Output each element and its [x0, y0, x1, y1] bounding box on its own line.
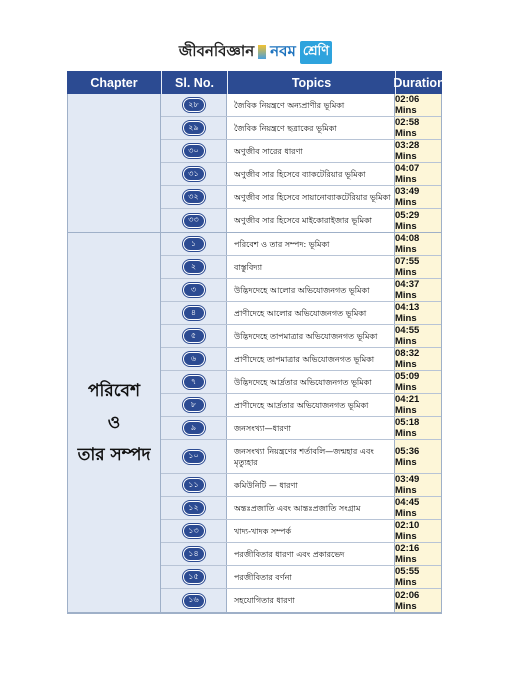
table-row [161, 256, 441, 279]
chapter-name-line: পরিবেশ [87, 380, 141, 401]
sl-number-badge: ১৬ [183, 594, 205, 608]
chapter-group [68, 94, 441, 233]
topic-cell: জনসংখ্যা—ধারণা [227, 417, 395, 439]
table-row [161, 233, 441, 256]
duration-cell: 04:21 Mins [395, 394, 441, 416]
sl-number-badge: ২৮ [183, 98, 205, 112]
sl-number-badge: ৫ [183, 329, 205, 343]
header-topics: Topics [228, 71, 396, 94]
duration-cell: 03:28 Mins [395, 140, 441, 162]
duration-cell: 04:37 Mins [395, 279, 441, 301]
sl-cell [161, 94, 227, 116]
book-header [0, 38, 511, 66]
table-row [161, 94, 441, 117]
table-row [161, 325, 441, 348]
header-separator [258, 45, 266, 59]
table-row [161, 474, 441, 497]
table-header [67, 71, 445, 94]
table-row [161, 589, 441, 612]
topic-cell: অণুজীব সার হিসেবে মাইকোরাইজার ভূমিকা [227, 209, 395, 232]
table-row [161, 279, 441, 302]
table-row [161, 348, 441, 371]
duration-cell: 05:18 Mins [395, 417, 441, 439]
sl-cell [161, 417, 227, 439]
sl-number-badge: ৩ [183, 283, 205, 297]
sl-number-badge: ৮ [183, 398, 205, 412]
sl-number-badge: ২৯ [183, 121, 205, 135]
table-row [161, 117, 441, 140]
table-row [161, 394, 441, 417]
sl-cell [161, 440, 227, 473]
chapter-name-line: তার সম্পদ [77, 444, 151, 465]
class-badge: শ্রেণি [300, 41, 332, 64]
sl-number-badge: ১১ [183, 478, 205, 492]
sl-number-badge: ১০ [183, 450, 205, 464]
sl-cell [161, 348, 227, 370]
sl-cell [161, 279, 227, 301]
topic-cell: খাদ্য-খাদক সম্পর্ক [227, 520, 395, 542]
table-body [67, 94, 442, 614]
duration-cell: 02:16 Mins [395, 543, 441, 565]
sl-number-badge: ১৪ [183, 547, 205, 561]
table-row [161, 543, 441, 566]
table-row [161, 440, 441, 474]
sl-number-badge: ১৫ [183, 570, 205, 584]
duration-cell: 04:55 Mins [395, 325, 441, 347]
sl-cell [161, 543, 227, 565]
sl-cell [161, 325, 227, 347]
duration-cell: 02:10 Mins [395, 520, 441, 542]
duration-cell: 04:07 Mins [395, 163, 441, 185]
chapter-cell [68, 94, 161, 232]
sl-number-badge: ৭ [183, 375, 205, 389]
sl-number-badge: ২ [183, 260, 205, 274]
table-row [161, 566, 441, 589]
duration-cell: 07:55 Mins [395, 256, 441, 278]
sl-cell [161, 209, 227, 232]
table-row [161, 371, 441, 394]
table-row [161, 417, 441, 440]
duration-cell: 04:45 Mins [395, 497, 441, 519]
topic-cell: প্রাণীদেহে তাপমাত্রার অভিযোজনগত ভূমিকা [227, 348, 395, 370]
sl-number-badge: ৩১ [183, 167, 205, 181]
topic-cell: অন্তঃপ্রজাতি এবং আন্তঃপ্রজাতি সংগ্রাম [227, 497, 395, 519]
sl-number-badge: ৯ [183, 421, 205, 435]
header-sl-no: Sl. No. [162, 71, 228, 94]
sl-cell [161, 371, 227, 393]
topic-cell: উদ্ভিদদেহে তাপমাত্রার অভিযোজনগত ভূমিকা [227, 325, 395, 347]
sl-number-badge: ১২ [183, 501, 205, 515]
topic-cell: পরিবেশ ও তার সম্পদ: ভূমিকা [227, 233, 395, 255]
duration-cell: 03:49 Mins [395, 186, 441, 208]
duration-cell: 03:49 Mins [395, 474, 441, 496]
sl-cell [161, 394, 227, 416]
subject-title: জীবনবিজ্ঞান [178, 41, 255, 60]
sl-number-badge: ৩০ [183, 144, 205, 158]
sl-cell [161, 474, 227, 496]
duration-cell: 05:09 Mins [395, 371, 441, 393]
sl-cell [161, 566, 227, 588]
duration-cell: 04:13 Mins [395, 302, 441, 324]
chapter-cell [68, 233, 161, 612]
sl-cell [161, 163, 227, 185]
sl-number-badge: ৪ [183, 306, 205, 320]
table-row [161, 497, 441, 520]
sl-cell [161, 589, 227, 612]
sl-number-badge: ৩২ [183, 190, 205, 204]
table-row [161, 163, 441, 186]
topic-cell: অণুজীব সার হিসেবে ব্যাকটেরিয়ার ভূমিকা [227, 163, 395, 185]
duration-cell: 02:58 Mins [395, 117, 441, 139]
duration-cell: 08:32 Mins [395, 348, 441, 370]
duration-cell: 02:06 Mins [395, 94, 441, 116]
topic-cell: উদ্ভিদদেহে আলোর অভিযোজনগত ভূমিকা [227, 279, 395, 301]
topic-cell: প্রাণীদেহে আর্দ্রতার অভিযোজনগত ভূমিকা [227, 394, 395, 416]
table-row [161, 302, 441, 325]
duration-cell: 05:55 Mins [395, 566, 441, 588]
topic-cell: উদ্ভিদদেহে আর্দ্রতার অভিযোজনগত ভূমিকা [227, 371, 395, 393]
sl-cell [161, 497, 227, 519]
sl-cell [161, 302, 227, 324]
topic-cell: জৈবিক নিয়ন্ত্রণে অন্যপ্রাণীর ভূমিকা [227, 94, 395, 116]
sl-cell [161, 233, 227, 255]
sl-cell [161, 117, 227, 139]
duration-cell: 02:06 Mins [395, 589, 441, 612]
topic-cell: পরজীবিতার বর্ণনা [227, 566, 395, 588]
chapter-name [78, 375, 151, 471]
topic-cell: বাস্তুবিদ্যা [227, 256, 395, 278]
header-chapter: Chapter [67, 71, 162, 94]
topic-cell: পরজীবিতার ধারণা এবং প্রকারভেদ [227, 543, 395, 565]
topic-cell: জনসংখ্যা নিয়ন্ত্রণের শর্তাবলি—জন্মহার এবং মৃত্যুহার [227, 440, 395, 473]
topic-cell: অণুজীব সারের ধারণা [227, 140, 395, 162]
chapter-group [68, 233, 441, 613]
topic-cell: কমিউনিটি — ধারণা [227, 474, 395, 496]
contents-table [67, 71, 445, 614]
topic-cell: সহযোগিতার ধারণা [227, 589, 395, 612]
sl-number-badge: ৩৩ [183, 214, 205, 228]
header-duration: Duration [393, 75, 445, 90]
duration-cell: 05:29 Mins [395, 209, 441, 232]
topic-cell: জৈবিক নিয়ন্ত্রণে ছত্রাকের ভূমিকা [227, 117, 395, 139]
topic-cell: প্রাণীদেহে আলোর অভিযোজনগত ভূমিকা [227, 302, 395, 324]
duration-cell: 05:36 Mins [395, 440, 441, 473]
chapter-name-line: ও [107, 412, 121, 433]
topic-cell: অণুজীব সার হিসেবে সায়ানোব্যাকটেরিয়ার ভূমিকা [227, 186, 395, 208]
sl-cell [161, 520, 227, 542]
sl-cell [161, 140, 227, 162]
table-row [161, 140, 441, 163]
table-row [161, 186, 441, 209]
sl-cell [161, 186, 227, 208]
table-row [161, 520, 441, 543]
class-label: নবম [270, 41, 296, 60]
sl-cell [161, 256, 227, 278]
sl-number-badge: ১৩ [183, 524, 205, 538]
sl-number-badge: ৬ [183, 352, 205, 366]
table-row [161, 209, 441, 232]
sl-number-badge: ১ [183, 237, 205, 251]
duration-cell: 04:08 Mins [395, 233, 441, 255]
